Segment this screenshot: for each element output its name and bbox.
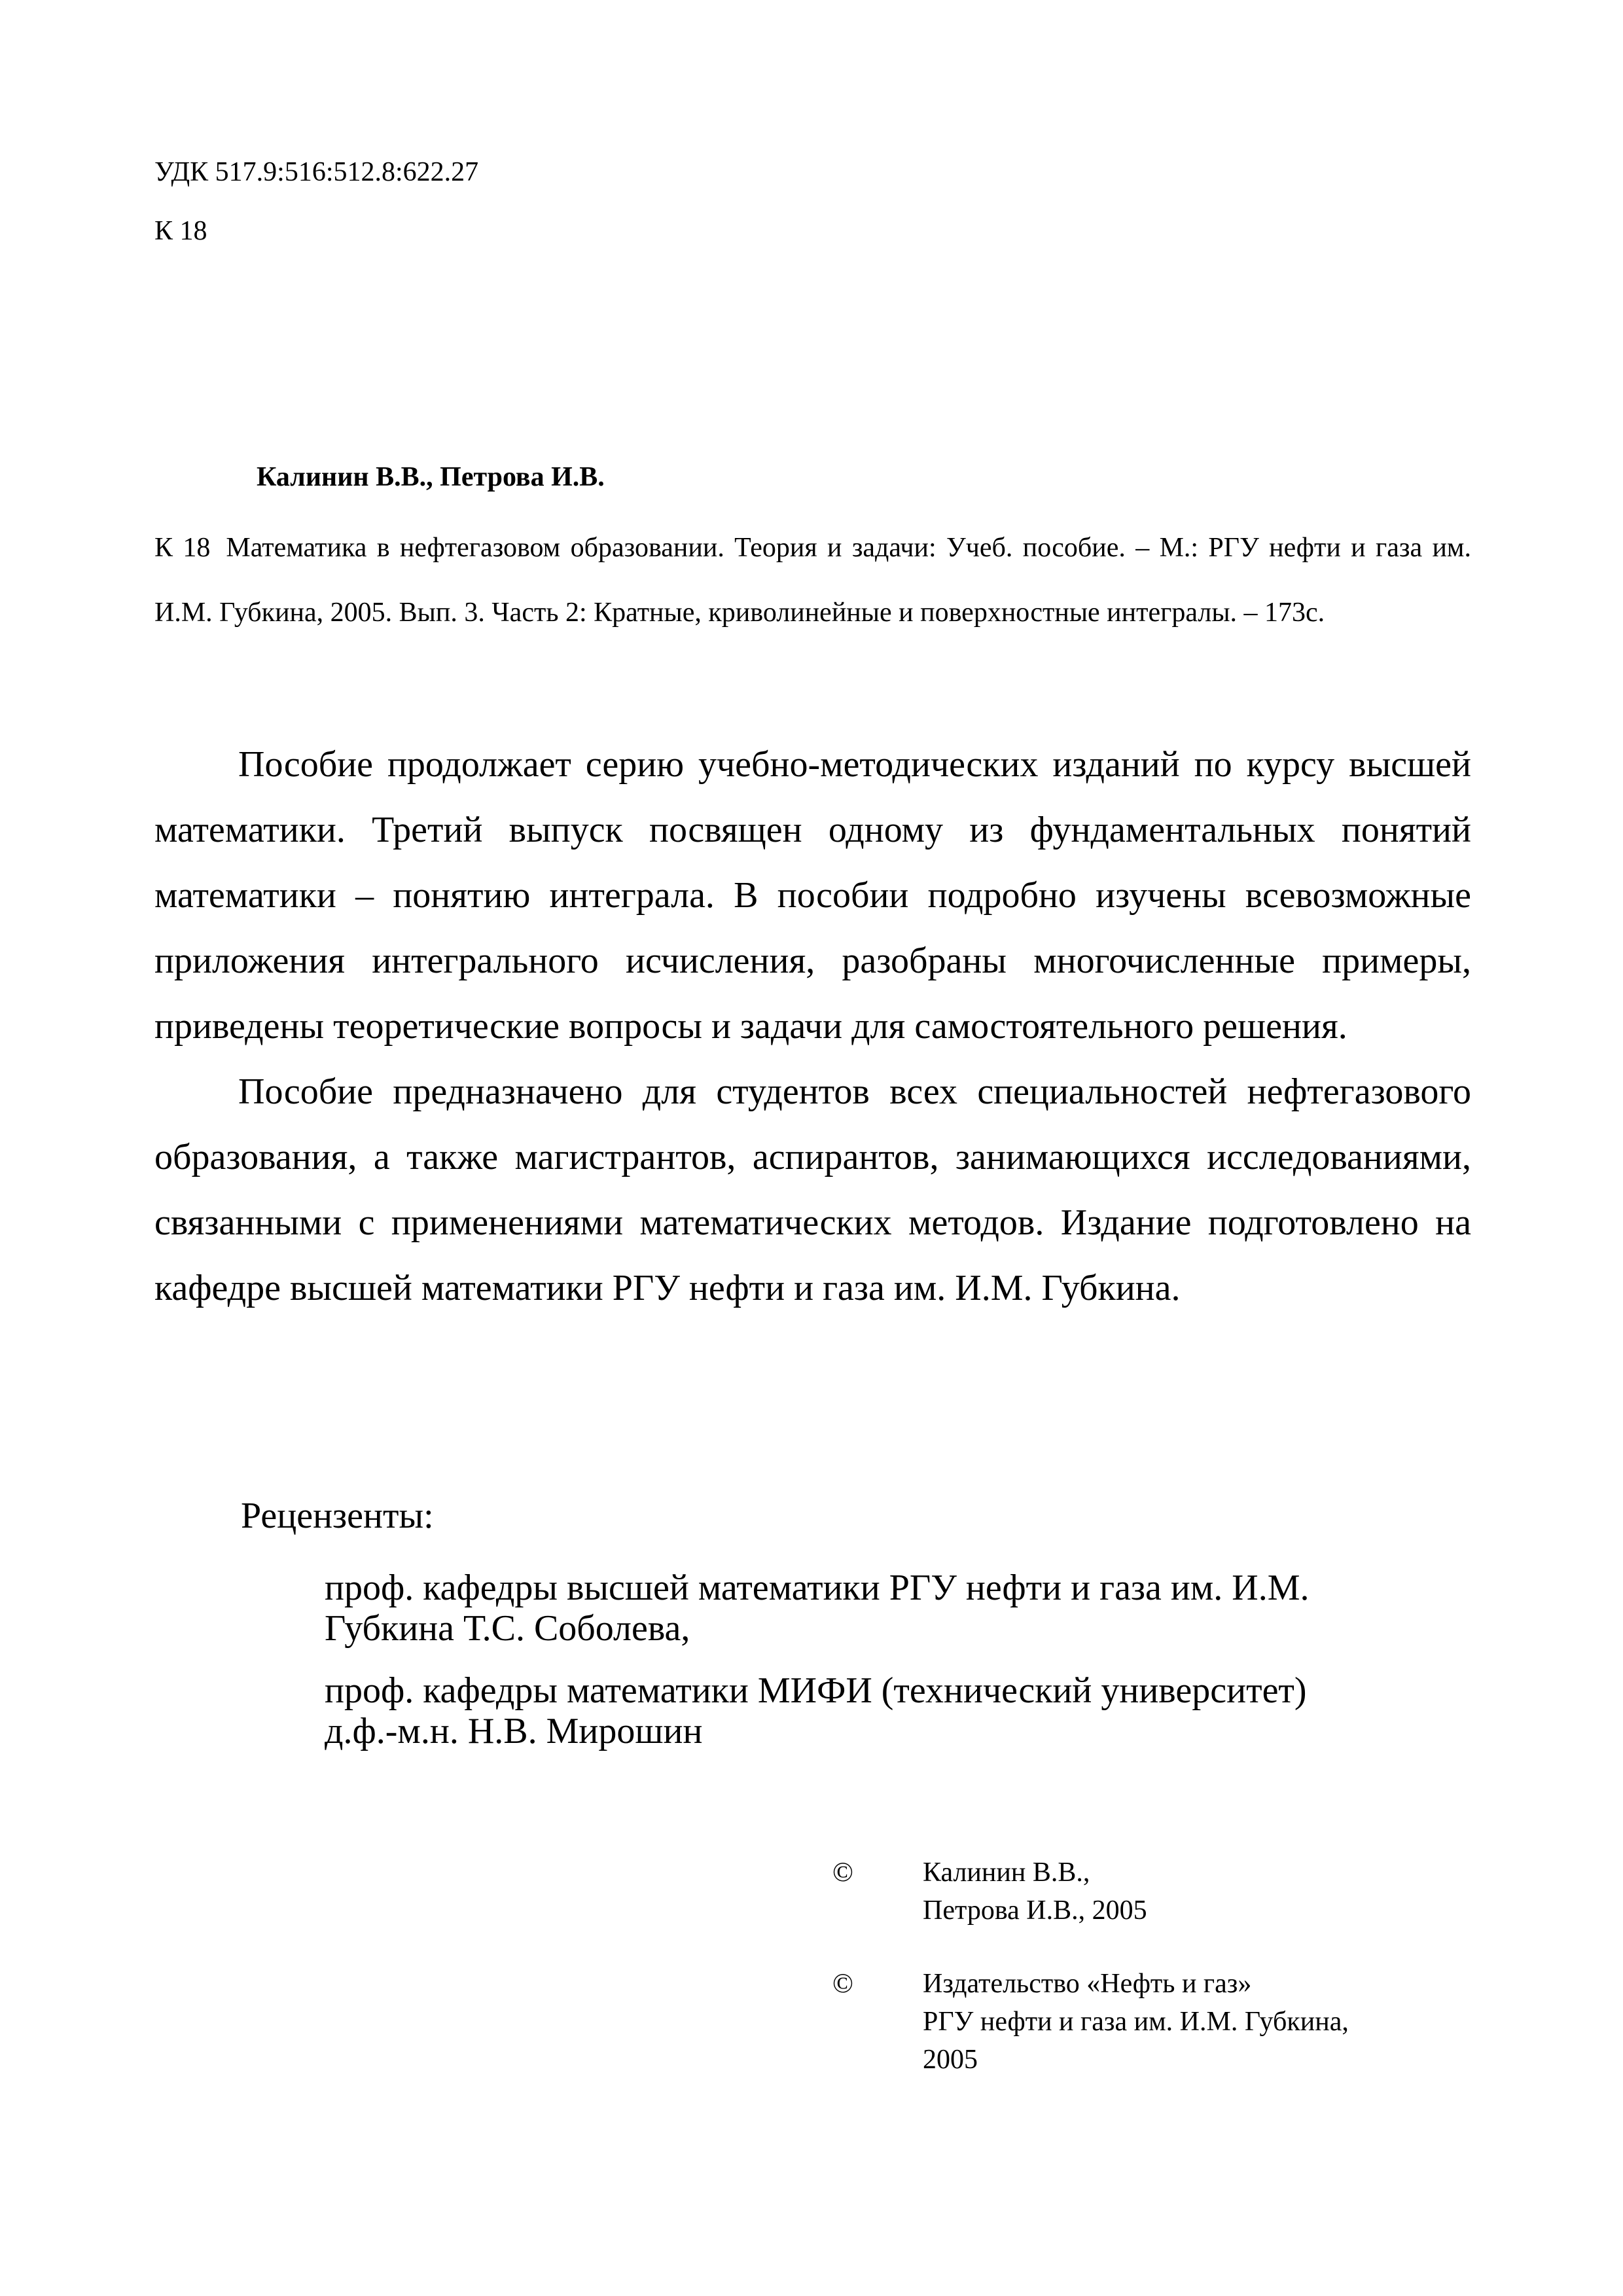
abstract-paragraph-2: Пособие предназначено для студентов всех специальностей нефтегазового образования, а также магистрантов, аспирантов, занимающихся исследованиями, связанными с применениями математических методов. Издание подготовлено на кафедре высшей математики РГУ нефти и газа им. И.М. Губкина. xyxy=(154,1071,1471,1308)
abstract xyxy=(154,732,1471,1321)
abstract-paragraph-1: Пособие продолжает серию учебно-методических изданий по курсу высшей математики. Третий выпуск посвящен одному из фундаментальных понятий математики – понятию интеграла. В пособии подробно изучены всевозможные приложения интегрального исчисления, разобраны многочисленные примеры, приведены теоретические вопросы и задачи для самостоятельного решения. xyxy=(154,744,1471,1047)
bib-code: К 18 xyxy=(154,533,211,563)
library-code: К 18 xyxy=(154,216,207,246)
reviewer-2 xyxy=(325,1670,1470,1751)
reviewer-2-line-1: проф. кафедры математики МИФИ (технический университет) xyxy=(325,1670,1307,1711)
classification-codes xyxy=(154,152,478,270)
bib-text: Математика в нефтегазовом образовании. Теория и задачи: Учеб. пособие. – М.: РГУ нефти и газа им. И.М. Губкина, 2005. Вып. 3. Часть 2: Кратные, криволинейные и поверхностные интегралы. – 173с. xyxy=(154,533,1472,628)
authors: Калинин В.В., Петрова И.В. xyxy=(257,462,605,492)
copyright-line: Петрова И.В., 2005 xyxy=(923,1895,1147,1926)
copyright-line: РГУ нефти и газа им. И.М. Губкина, xyxy=(923,2007,1349,2037)
copyright-holder xyxy=(923,1854,1472,1929)
bibliographic-description xyxy=(154,516,1471,645)
copyright-icon: © xyxy=(832,1857,853,1888)
copyright-line: Издательство «Нефть и газ» xyxy=(923,1969,1252,1999)
udc-code: УДК 517.9:516:512.8:622.27 xyxy=(154,157,479,187)
reviewer-1-line-2: Губкина Т.С. Соболева, xyxy=(325,1608,690,1649)
copyright-line: 2005 xyxy=(923,2045,978,2075)
reviewer-2-line-2: д.ф.-м.н. Н.В. Мирошин xyxy=(325,1711,703,1751)
copyright-line: Калинин В.В., xyxy=(923,1857,1090,1888)
copyright-icon: © xyxy=(832,1969,853,1999)
reviewers-title: Рецензенты: xyxy=(241,1496,434,1536)
copyright-holder xyxy=(923,1965,1472,2079)
reviewer-1 xyxy=(325,1568,1470,1649)
reviewer-1-line-1: проф. кафедры высшей математики РГУ нефти и газа им. И.М. xyxy=(325,1568,1310,1608)
